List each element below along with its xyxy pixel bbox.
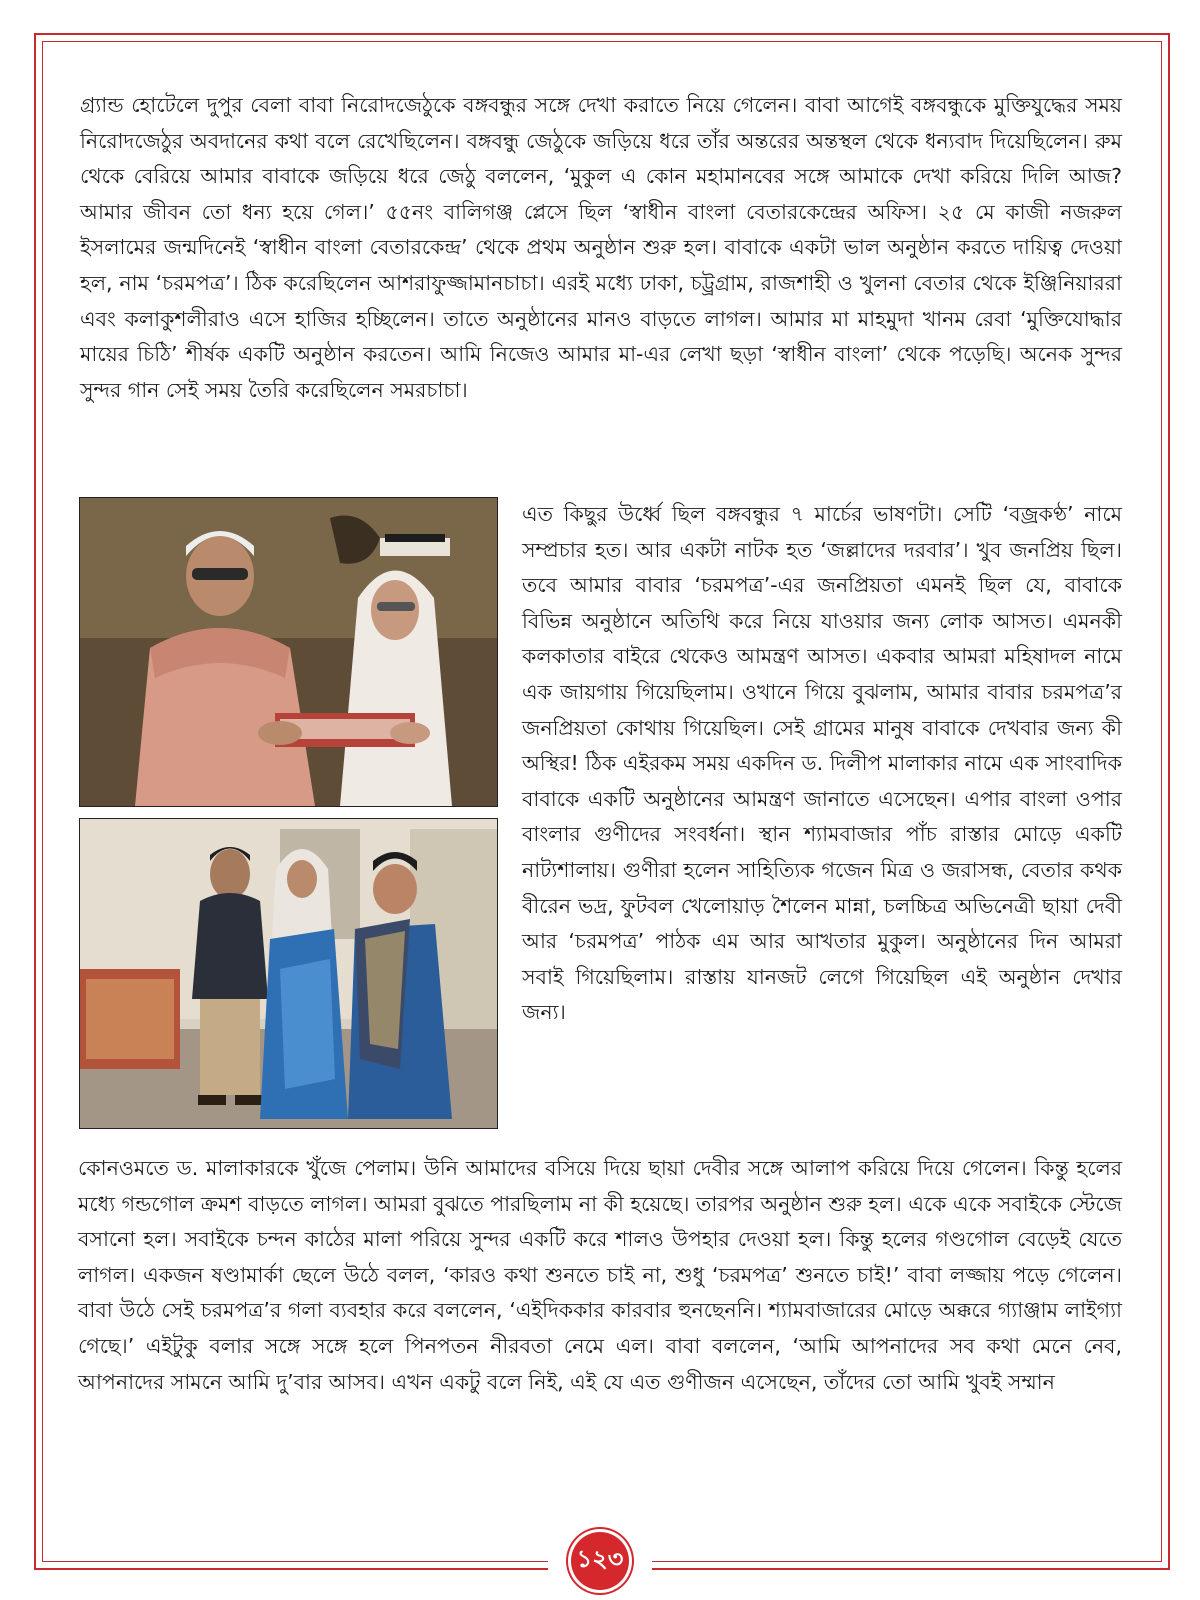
- article-paragraph-1: গ্র্যান্ড হোটেলে দুপুর বেলা বাবা নিরোদজেঠুকে বঙ্গবন্ধুর সঙ্গে দেখা করাতে নিয়ে গেলেন। বাবা আগেই বঙ্গবন্ধুকে মুক্তিযুদ্ধের সময় নিরোদজেঠুর অবদানের কথা বলে রেখেছিলেন। বঙ্গবন্ধু জেঠুকে জড়িয়ে ধরে তাঁর অন্তরের অন্তস্থল থেকে ধন্যবাদ দিয়েছিলেন। রুম থেকে বেরিয়ে আমার বাবাকে জড়িয়ে ধরে জেঠু বললেন, ‘মুকুল এ কোন মহামানবের সঙ্গে আমাকে দেখা করিয়ে দিলি আজ? আমার জীবন তো ধন্য হয়ে গেল।’ ৫৫নং বালিগঞ্জ প্লেসে ছিল ‘স্বাধীন বাংলা বেতারকেন্দ্রের অফিস। ২৫ মে কাজী নজরুল ইসলামের জন্মদিনেই ‘স্বাধীন বাংলা বেতারকেন্দ্র’ থেকে প্রথম অনুষ্ঠান শুরু হল। বাবাকে একটা ভাল অনুষ্ঠান করতে দায়িত্ব দেওয়া হল, নাম ‘চরমপত্র’। ঠিক করেছিলেন আশরাফুজ্জামানচাচা। এরই মধ্যে ঢাকা, চট্ট্রগ্রাম, রাজশাহী ও খুলনা বেতার থেকে ইঞ্জিনিয়াররা এবং কলাকুশলীরাও এসে হাজির হচ্ছিলেন। তাতে অনুষ্ঠানের মানও বাড়তে লাগল। আমার মা মাহমুদা খানম রেবা ‘মুক্তিযোদ্ধার মায়ের চিঠি’ শীর্ষক একটি অনুষ্ঠান করতেন। আমি নিজেও আমার মা-এর লেখা ছড়া ‘স্বাধীন বাংলা’ থেকে পড়েছি। অনেক সুন্দর সুন্দর গান সেই সময় তৈরি করেছিলেন সমরচাচা।: [80, 93, 1122, 402]
- photo-group-portrait: [79, 818, 498, 1129]
- page-number-badge: [571, 1532, 629, 1590]
- photo-gift-presentation: [79, 497, 498, 807]
- page-number: ১২৩: [576, 1545, 624, 1573]
- article-paragraph-2: এত কিছুর উর্ধ্বে ছিল বঙ্গবন্ধুর ৭ মার্চের ভাষণটা। সেটি ‘বজ্রকণ্ঠ’ নামে সম্প্রচার হত। আর একটা নাটক হত ‘জল্লাদের দরবার’। খুব জনপ্রিয় ছিল। তবে আমার বাবার ‘চরমপত্র’-এর জনপ্রিয়তা এমনই ছিল যে, বাবাকে বিভিন্ন অনুষ্ঠানে অতিথি করে নিয়ে যাওয়ার জন্য লোক আসত। এমনকী কলকাতার বাইরে থেকেও আমন্ত্রণ আসত। একবার আমরা মহিষাদল নামে এক জায়গায় গিয়েছিলাম। ওখানে গিয়ে বুঝলাম, আমার বাবার চরমপত্র’র জনপ্রিয়তা কোথায় গিয়েছিল। সেই গ্রামের মানুষ বাবাকে দেখবার জন্য কী অস্থির! ঠিক এইরকম সময় একদিন ড. দিলীপ মালাকার নামে এক সাংবাদিক বাবাকে একটি অনুষ্ঠানের আমন্ত্রণ জানাতে এসেছেন। এপার বাংলা ওপার বাংলার গুণীদের সংবর্ধনা। স্থান শ্যামবাজার পাঁচ রাস্তার মোড়ে একটি নাট্যশালায়। গুণীরা হলেন সাহিত্যিক গজেন মিত্র ও জরাসন্ধ, বেতার কথক বীরেন ভদ্র, ফুটবল খেলোয়াড় শৈলেন মান্না, চলচ্চিত্র অভিনেত্রী ছায়া দেবী আর ‘চরমপত্র’ পাঠক এম আর আখতার মুকুল। অনুষ্ঠানের দিন আমরা সবাই গিয়েছিলাম। রাস্তায় যানজট লেগে গিয়েছিল এই অনুষ্ঠান দেখার জন্য।: [522, 502, 1122, 1025]
- article-paragraph-3: কোনওমতে ড. মালাকারকে খুঁজে পেলাম। উনি আমাদের বসিয়ে দিয়ে ছায়া দেবীর সঙ্গে আলাপ করিয়ে দিয়ে গেলেন। কিন্তু হলের মধ্যে গন্ডগোল ক্রমশ বাড়তে লাগল। আমরা বুঝতে পারছিলাম না কী হয়েছে। তারপর অনুষ্ঠান শুরু হল। একে একে সবাইকে স্টেজে বসানো হল। সবাইকে চন্দন কাঠের মালা পরিয়ে সুন্দর একটি করে শালও উপহার দেওয়া হল। কিন্তু হলের গণ্ডগোল বেড়েই যেতে লাগল। একজন ষণ্ডামার্কা ছেলে উঠে বলল, ‘কারও কথা শুনতে চাই না, শুধু ‘চরমপত্র’ শুনতে চাই!’ বাবা লজ্জায় পড়ে গেলেন। বাবা উঠে সেই চরমপত্র’র গলা ব্যবহার করে বললেন, ‘এইদিককার কারবার হুনছেননি। শ্যামবাজারের মোড়ে অক্করে গ্যাঞ্জাম লাইগ্যা গেছে।’ এইটুকু বলার সঙ্গে সঙ্গে হলে পিনপতন নীরবতা নেমে এল। বাবা বললেন, ‘আমি আপনাদের সব কথা মেনে নেব, আপনাদের সামনে আমি দু’বার আসব। এখন একটু বলে নিই, এই যে এত গুণীজন এসেছেন, তাঁদের তো আমি খুবই সম্মান: [78, 1156, 1122, 1394]
